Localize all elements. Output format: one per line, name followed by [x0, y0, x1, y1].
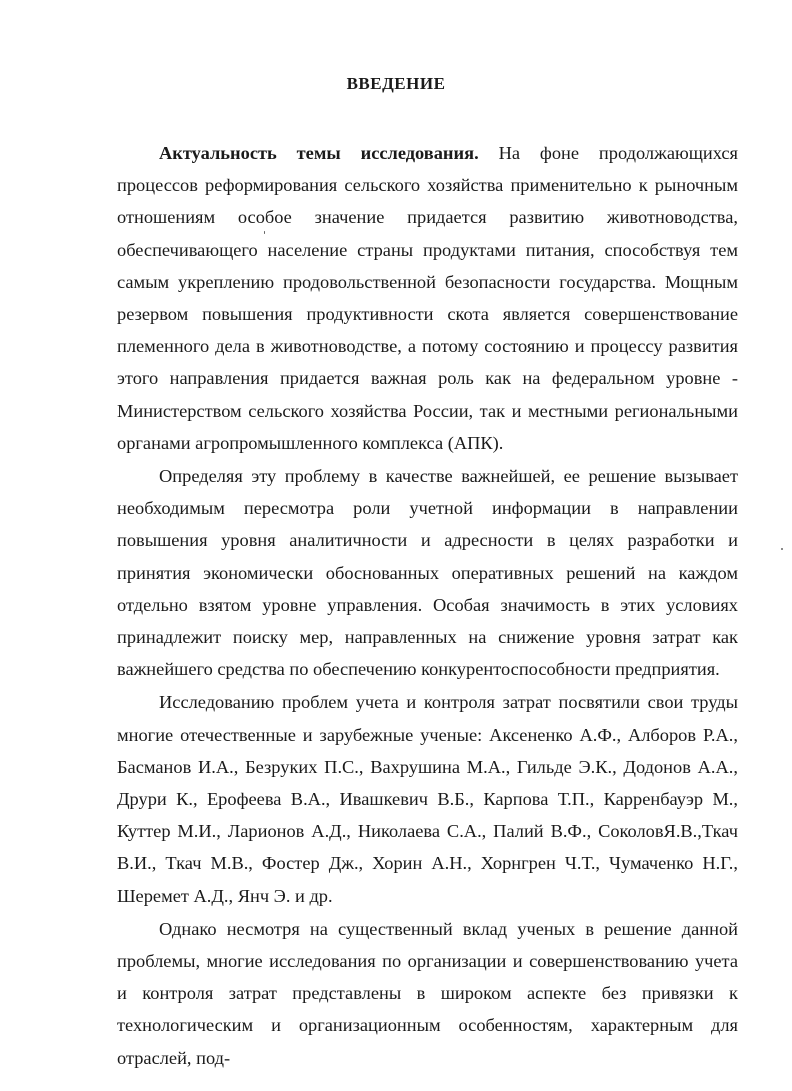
paragraph-however: Однако несмотря на существенный вклад ученых в решение данной проблемы, многие исследования по организации и совершенствованию учета и контроля затрат представлены в широком аспекте без привязки к технологическим и организационным особенностям, характерным для отраслей, под- [117, 918, 738, 1068]
page-title: ВВЕДЕНИЕ [346, 74, 446, 93]
paragraph-scholars: Исследованию проблем учета и контроля затрат посвятили свои труды многие отечественные и зарубежные ученые: Аксененко А.Ф., Алборов Р.А., Басманов И.А., Безруких П.С., Вахрушина М.А., Гильде Э.К., Додонов А.А., Друри К., Ерофеева В.А., Ивашкевич В.Б., Карпова Т.П., Карренбауэр М., Куттер М.И., Ларионов А.Д., Николаева С.А., Палий В.Ф., СоколовЯ.В.,Ткач В.И., Ткач М.В., Фостер Дж., Хорин А.Н., Хорнгрен Ч.Т., Чумаченко Н.Г., Шеремет А.Д., Янч Э. и др. [117, 692, 738, 906]
paragraph-problem: Определяя эту проблему в качестве важнейшей, ее решение вызывает необходимым пересмотра роли учетной информации в направлении повышения уровня аналитичности и адресности в целях разработки и принятия экономически обоснованных оперативных решений на каждом отдельно взятом уровне управления. Особая значимость в этих условиях принадлежит поиску мер, направленных на снижение уровня затрат как важнейшего средства по обеспечению конкурентоспособности предприятия. [117, 466, 738, 680]
paragraph-text: На фоне продолжающихся процессов реформирования сельского хозяйства применительно к рыночным отношениям особое значение придается развитию животноводства, обеспечивающего население страны продуктами питания, способствуя тем самым укреплению продовольственной безопасности государства. Мощным резервом повышения продуктивности скота является совершенствование племенного дела в животноводстве, а потому состоянию и процессу развития этого направления придается важная роль как на федеральном уровне - Министерством сельского хозяйства России, так и местными региональными органами агропромышленного комплекса (АПК). [117, 143, 739, 453]
body-text [117, 137, 738, 1074]
scan-speck [781, 548, 783, 550]
paragraph-relevance [117, 137, 738, 459]
scan-speck [264, 231, 265, 234]
paragraph-lead: Актуальность темы исследования. [159, 143, 479, 163]
